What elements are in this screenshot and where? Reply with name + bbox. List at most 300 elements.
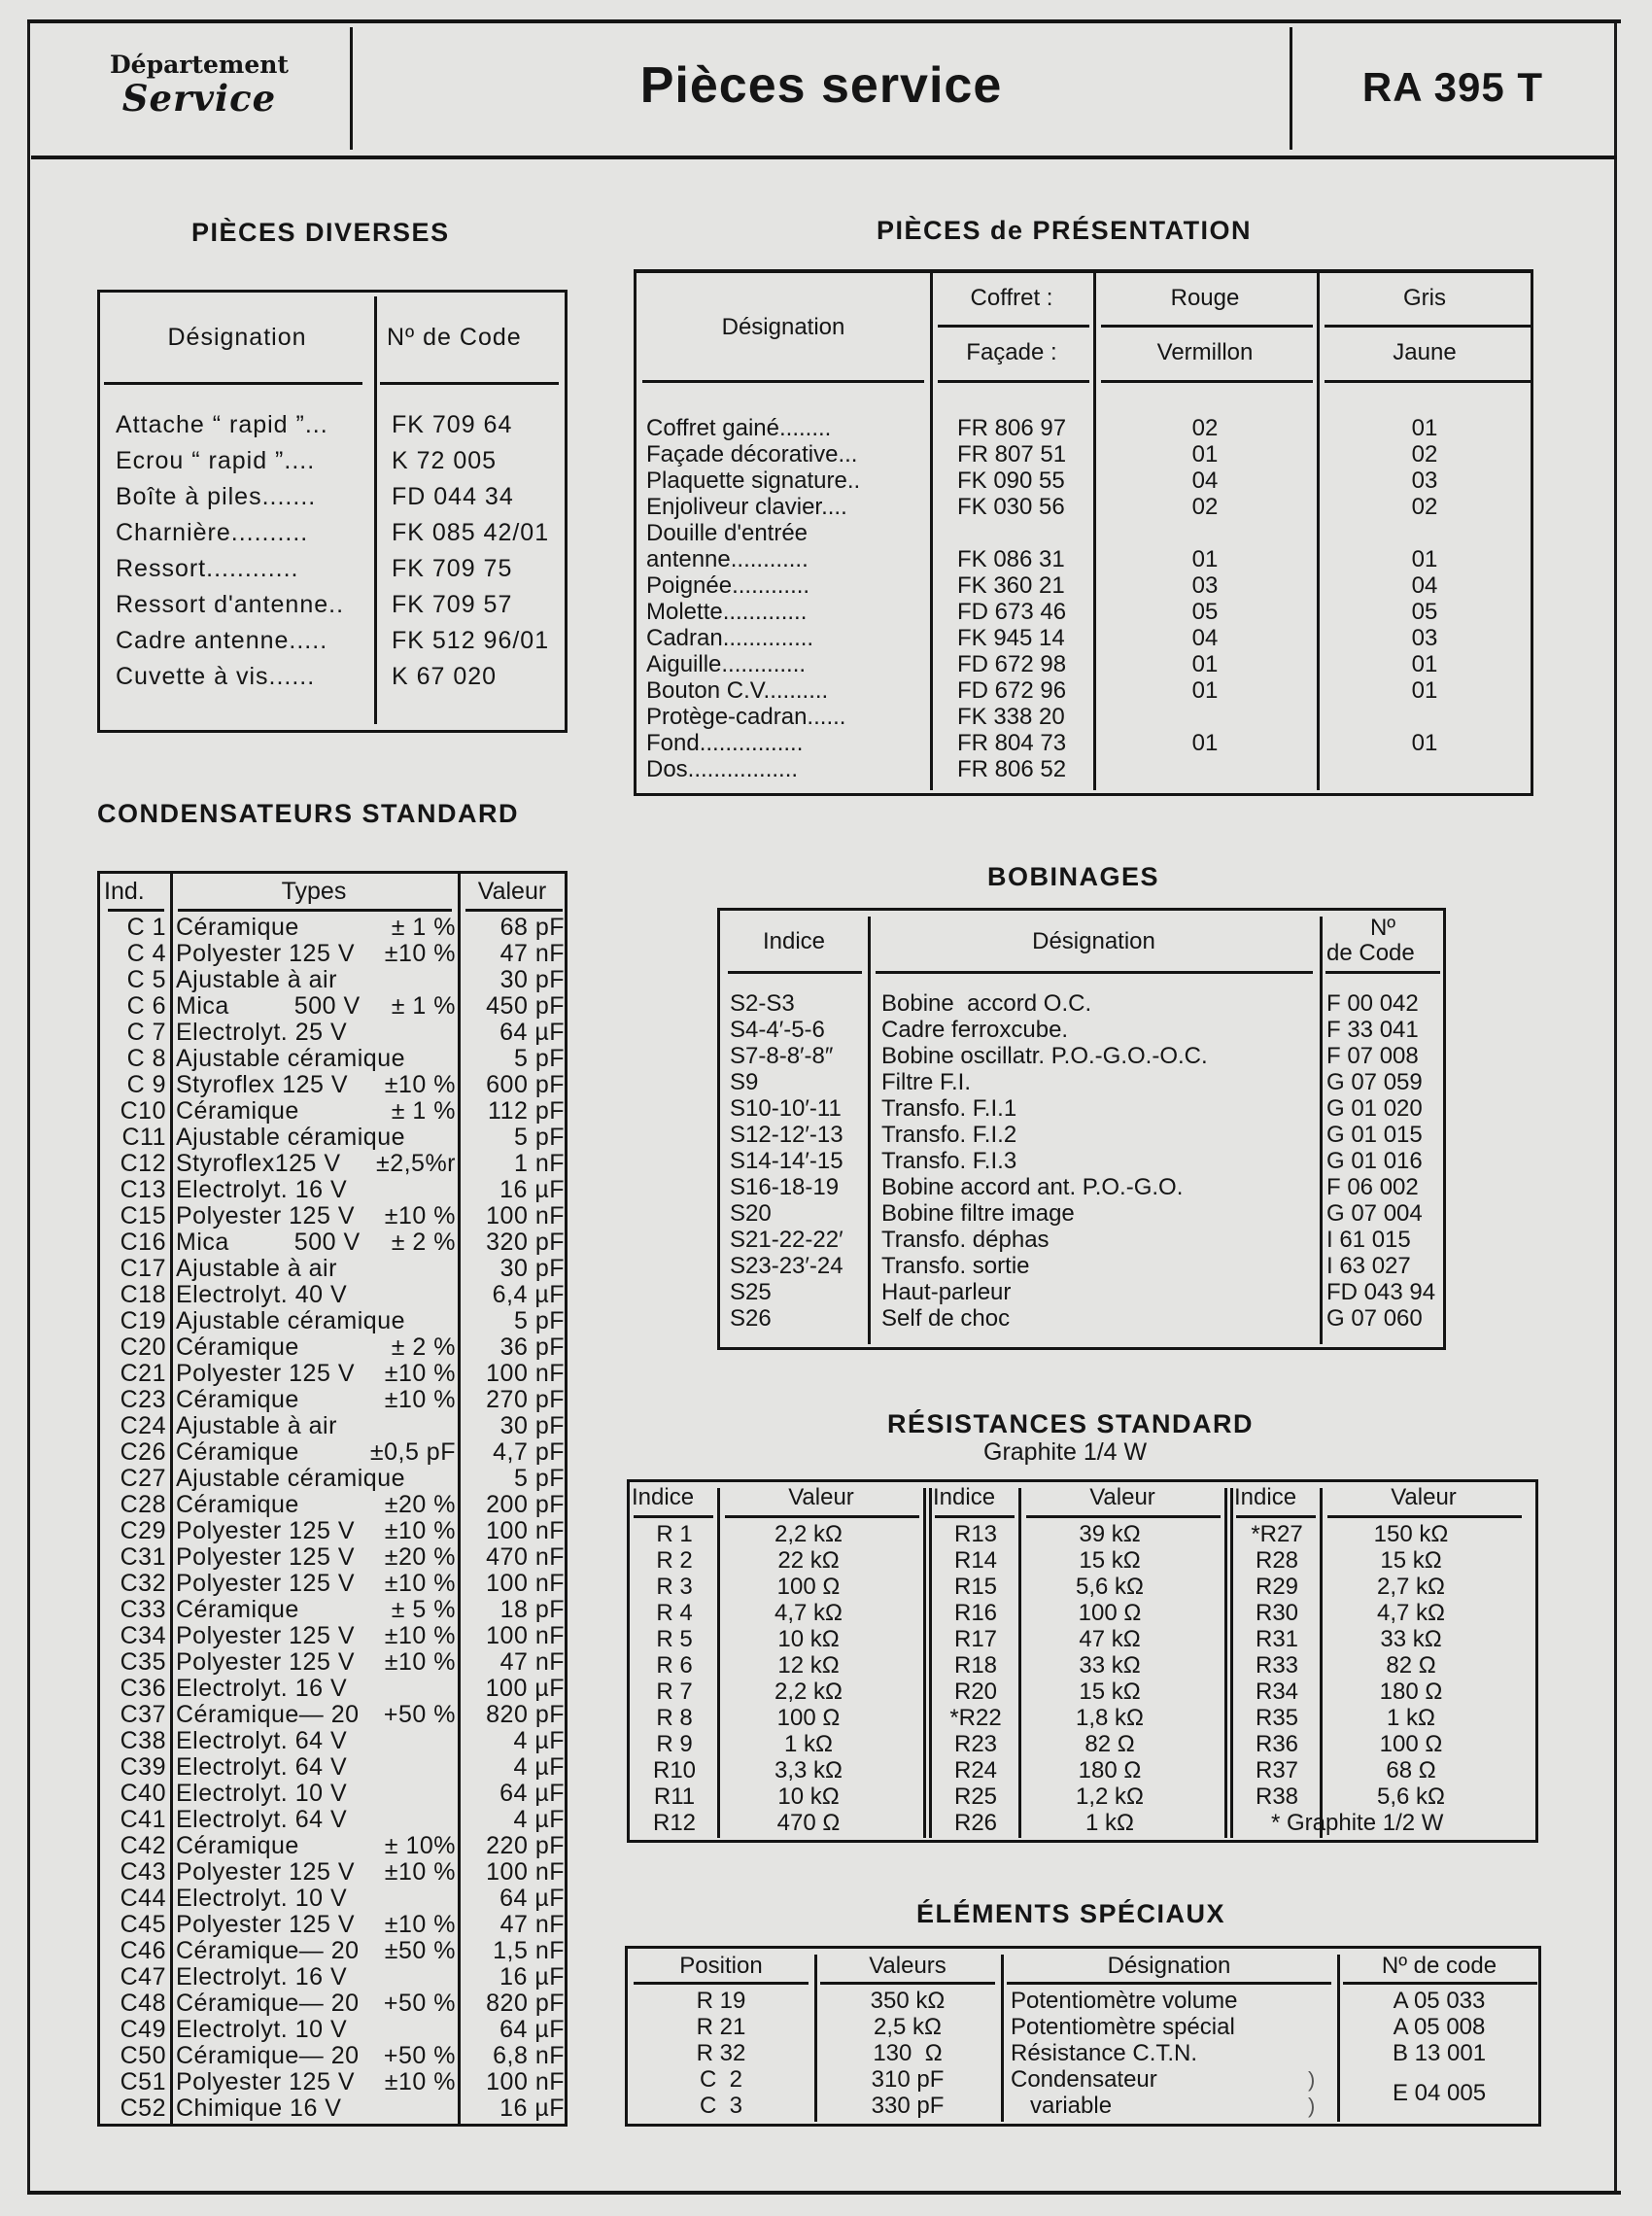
capacitor-value: 30 pF	[499, 1412, 565, 1439]
coil-code: F 07 008	[1326, 1043, 1419, 1069]
coil-code: I 63 027	[1326, 1253, 1411, 1279]
resistor-value: 180 Ω	[1078, 1757, 1142, 1783]
resistor-index: R37	[1255, 1757, 1299, 1783]
capacitor-tolerance: ± 1 %	[391, 992, 456, 1020]
column-divider	[1320, 917, 1323, 1344]
capacitor-value: 64 µF	[499, 1885, 565, 1912]
capacitor-value: 820 pF	[486, 1990, 565, 2017]
capacitor-index: C24	[120, 1412, 166, 1439]
capacitor-value: 470 nF	[486, 1543, 565, 1571]
resistor-index: R 3	[656, 1574, 693, 1600]
capacitor-type: Polyester 125 V	[176, 1202, 355, 1229]
special-value: 2,5 kΩ	[874, 2014, 942, 2040]
column-divider	[717, 1488, 720, 1838]
header-bottom-rule	[31, 156, 1617, 159]
resistor-value: 3,3 kΩ	[774, 1757, 843, 1783]
coil-index: S4-4′-5-6	[730, 1017, 825, 1043]
capacitor-tolerance: ± 2 %	[391, 1229, 456, 1256]
presentation-rouge: 03	[1191, 572, 1219, 599]
column-header-types: Types	[281, 878, 347, 905]
capacitor-type: Ajustable à air	[176, 1412, 337, 1439]
column-header-code-line1: Nº	[1369, 915, 1396, 941]
resistor-value: 1,2 kΩ	[1076, 1783, 1144, 1810]
presentation-designation: Bouton C.V..........	[646, 677, 829, 704]
capacitor-index: C18	[120, 1281, 166, 1308]
resistor-index: R 9	[656, 1731, 693, 1757]
header-rule	[1026, 1515, 1221, 1518]
coil-designation: Bobine oscillatr. P.O.-G.O.-O.C.	[881, 1043, 1208, 1069]
capacitor-index: C43	[120, 1858, 166, 1886]
capacitor-index: C12	[120, 1150, 166, 1177]
capacitor-value: 16 µF	[499, 1963, 565, 1991]
part-code: FK 512 96/01	[392, 627, 550, 654]
special-position: R 19	[696, 1988, 746, 2014]
capacitor-type: Céramique	[176, 1596, 299, 1623]
capacitor-tolerance: ±0,5 pF	[369, 1438, 456, 1466]
resistor-index: R 4	[656, 1600, 693, 1626]
coil-designation: Bobine filtre image	[881, 1200, 1075, 1227]
coil-index: S12-12′-13	[730, 1122, 843, 1148]
capacitor-value: 270 pF	[486, 1386, 565, 1413]
capacitor-value: 4,7 pF	[493, 1438, 565, 1466]
presentation-designation: Protège-cadran......	[646, 704, 846, 730]
header-rule	[642, 380, 924, 383]
capacitor-type: Chimique 16 V	[176, 2095, 342, 2122]
bobinages-table	[717, 908, 1446, 1350]
column-divider	[170, 874, 173, 2124]
header-rule	[1325, 380, 1531, 383]
presentation-rouge: 01	[1191, 677, 1219, 704]
column-divider	[868, 917, 871, 1344]
capacitor-tolerance: ±20 %	[384, 1543, 456, 1571]
resistor-value: 100 Ω	[1379, 1731, 1443, 1757]
part-designation: Charnière..........	[116, 519, 309, 546]
resistor-value: 100 Ω	[776, 1705, 841, 1731]
capacitor-type: Electrolyt. 40 V	[176, 1281, 348, 1308]
resistor-index: R 6	[656, 1652, 693, 1679]
part-code: K 72 005	[392, 447, 498, 474]
part-code: FK 709 64	[392, 411, 513, 438]
resistor-value: 180 Ω	[1379, 1679, 1443, 1705]
capacitor-type: Céramique— 20	[176, 1701, 360, 1728]
capacitor-tolerance: ±10 %	[384, 1517, 456, 1544]
resistor-index: R18	[953, 1652, 998, 1679]
header-rule	[380, 382, 559, 385]
capacitor-type: Electrolyt. 64 V	[176, 1727, 348, 1754]
resistor-value: 39 kΩ	[1079, 1521, 1141, 1547]
resistor-index: *R22	[949, 1705, 1002, 1731]
coil-code: G 07 004	[1326, 1200, 1423, 1227]
resistances-footnote: * Graphite 1/2 W	[1271, 1810, 1444, 1836]
coil-index: S20	[730, 1200, 772, 1227]
capacitor-index: C 6	[126, 992, 166, 1020]
resistor-value: 15 kΩ	[1079, 1679, 1141, 1705]
header-top-rule	[27, 19, 1621, 23]
coil-designation: Transfo. déphas	[881, 1227, 1050, 1253]
column-header-designation: Désignation	[1107, 1953, 1231, 1979]
capacitor-value: 320 pF	[486, 1229, 565, 1256]
facade-label: Façade :	[966, 339, 1057, 365]
capacitor-tolerance: +50 %	[383, 1701, 456, 1728]
presentation-code: FD 672 98	[957, 651, 1067, 677]
coil-code: F 00 042	[1326, 990, 1419, 1017]
group-divider	[1224, 1488, 1227, 1838]
presentation-gris: 03	[1411, 625, 1438, 651]
part-designation: Cuvette à vis......	[116, 663, 316, 690]
resistor-value: 33 kΩ	[1079, 1652, 1141, 1679]
special-designation: variable	[1030, 2093, 1113, 2119]
capacitor-index: C49	[120, 2016, 166, 2043]
resistor-index: R38	[1255, 1783, 1299, 1810]
header-rule	[1343, 1982, 1537, 1985]
presentation-rouge: 01	[1191, 651, 1219, 677]
capacitor-value: 47 nF	[499, 1911, 565, 1938]
elements-speciaux-table	[625, 1946, 1541, 2127]
presentation-designation: Fond................	[646, 730, 804, 756]
header-rule	[108, 909, 164, 912]
capacitor-index: C33	[120, 1596, 166, 1623]
resistances-table	[627, 1479, 1538, 1843]
capacitor-tolerance: ± 10%	[384, 1832, 456, 1859]
column-header-ind: Ind.	[104, 878, 145, 905]
resistor-index: R 7	[656, 1679, 693, 1705]
capacitor-type: Polyester 125 V	[176, 1543, 355, 1571]
capacitor-index: C 1	[126, 914, 166, 941]
capacitor-type: Electrolyt. 10 V	[176, 2016, 348, 2043]
capacitor-index: C 9	[126, 1071, 166, 1098]
group-divider	[923, 1488, 926, 1838]
coil-index: S21-22-22′	[730, 1227, 843, 1253]
capacitor-index: C15	[120, 1202, 166, 1229]
capacitor-type: Electrolyt. 10 V	[176, 1885, 348, 1912]
capacitor-value: 1 nF	[513, 1150, 565, 1177]
capacitor-index: C31	[120, 1543, 166, 1571]
capacitor-index: C13	[120, 1176, 166, 1203]
presentation-designation: Cadran..............	[646, 625, 814, 651]
resistor-index: R24	[953, 1757, 998, 1783]
capacitor-type: Ajustable céramique	[176, 1045, 406, 1072]
resistor-index: R 8	[656, 1705, 693, 1731]
resistor-index: R30	[1255, 1600, 1299, 1626]
capacitor-value: 16 µF	[499, 2095, 565, 2122]
resistor-index: R10	[652, 1757, 697, 1783]
special-code: A 05 008	[1393, 2014, 1486, 2040]
special-value: 350 kΩ	[870, 1988, 946, 2014]
capacitor-value: 220 pF	[486, 1832, 565, 1859]
column-header-designation: Désignation	[1032, 928, 1155, 954]
header-rule	[935, 1515, 1015, 1518]
pieces-presentation-table	[634, 269, 1533, 796]
coil-index: S2-S3	[730, 990, 795, 1017]
resistor-value: 470 Ω	[776, 1810, 841, 1836]
capacitor-type: Polyester 125 V	[176, 1360, 355, 1387]
capacitor-value: 4 µF	[513, 1753, 565, 1781]
pieces-diverses-table	[97, 290, 568, 733]
capacitor-index: C19	[120, 1307, 166, 1334]
capacitor-value: 820 pF	[486, 1701, 565, 1728]
capacitor-tolerance: ±20 %	[384, 1491, 456, 1518]
capacitor-tolerance: ± 2 %	[391, 1333, 456, 1361]
special-position: C 2	[699, 2066, 742, 2093]
special-code-merged: E 04 005	[1392, 2079, 1487, 2106]
capacitor-value: 4 µF	[513, 1727, 565, 1754]
coil-designation: Transfo. F.I.3	[881, 1148, 1017, 1174]
part-designation: Cadre antenne.....	[116, 627, 328, 654]
capacitor-type: Polyester 125 V	[176, 1570, 355, 1597]
resistor-index: R23	[953, 1731, 998, 1757]
resistor-value: 15 kΩ	[1380, 1547, 1442, 1574]
pieces-presentation-title: PIÈCES de PRÉSENTATION	[877, 216, 1253, 245]
column-header-indice: Indice	[933, 1484, 996, 1510]
presentation-code: FR 806 52	[957, 756, 1067, 782]
capacitor-tolerance: ±10 %	[384, 1071, 456, 1098]
resistor-index: R11	[653, 1783, 696, 1810]
capacitor-index: C 8	[126, 1045, 166, 1072]
capacitor-tolerance: ± 1 %	[391, 914, 456, 941]
resistor-index: R28	[1255, 1547, 1299, 1574]
special-position: R 32	[696, 2040, 746, 2066]
special-designation: Résistance C.T.N.	[1011, 2040, 1198, 2066]
capacitor-value: 100 µF	[485, 1675, 565, 1702]
presentation-gris: 04	[1411, 572, 1438, 599]
resistor-value: 2,2 kΩ	[774, 1679, 843, 1705]
capacitor-value: 100 nF	[486, 1360, 565, 1387]
special-position: R 21	[696, 2014, 746, 2040]
header-rule	[104, 382, 362, 385]
special-value: 330 pF	[871, 2093, 945, 2119]
capacitor-type: Electrolyt. 64 V	[176, 1753, 348, 1781]
capacitor-value: 47 nF	[499, 940, 565, 967]
capacitor-tolerance: ±10 %	[384, 1622, 456, 1649]
capacitor-index: C41	[120, 1806, 166, 1833]
resistor-value: 100 Ω	[1078, 1600, 1142, 1626]
capacitor-type: Céramique	[176, 1333, 299, 1361]
capacitor-type: Styroflex125 V	[176, 1150, 341, 1177]
header-rule	[876, 971, 1313, 974]
capacitor-type: Céramique	[176, 1097, 299, 1125]
department-label: Département	[110, 51, 289, 79]
capacitor-tolerance: ±10 %	[384, 1858, 456, 1886]
coil-designation: Transfo. F.I.2	[881, 1122, 1017, 1148]
column-header-valeur: Valeur	[1089, 1484, 1155, 1510]
capacitor-index: C47	[120, 1963, 166, 1991]
merge-bracket: )	[1308, 2094, 1316, 2118]
resistor-index: R 1	[656, 1521, 693, 1547]
capacitor-tolerance: ±10 %	[384, 1570, 456, 1597]
coil-designation: Self de choc	[881, 1305, 1011, 1332]
presentation-gris: 01	[1411, 651, 1438, 677]
service-label: Service	[121, 77, 277, 120]
resistances-subtitle: Graphite 1/4 W	[983, 1438, 1148, 1466]
presentation-designation: Plaquette signature..	[646, 467, 861, 494]
header-rule	[634, 1515, 713, 1518]
capacitor-index: C39	[120, 1753, 166, 1781]
column-header-code: Nº de Code	[387, 324, 522, 351]
coil-code: G 07 059	[1326, 1069, 1423, 1095]
resistor-index: R17	[953, 1626, 998, 1652]
department-logo	[58, 51, 340, 118]
capacitor-index: C35	[120, 1648, 166, 1676]
column-divider	[1320, 1488, 1323, 1838]
column-header-code-line2: de Code	[1326, 940, 1415, 966]
capacitor-value: 30 pF	[499, 966, 565, 993]
variant2-facade: Jaune	[1393, 339, 1457, 365]
presentation-designation: antenne............	[646, 546, 809, 572]
presentation-rouge: 04	[1191, 467, 1219, 494]
capacitor-type: Ajustable céramique	[176, 1465, 406, 1492]
presentation-code: FK 030 56	[957, 494, 1065, 520]
capacitor-type: Polyester 125 V	[176, 1648, 355, 1676]
resistor-value: 82 Ω	[1386, 1652, 1436, 1679]
coil-index: S7-8-8′-8″	[730, 1043, 834, 1069]
capacitor-tolerance: ±10 %	[384, 1911, 456, 1938]
resistor-value: 1,8 kΩ	[1076, 1705, 1144, 1731]
capacitor-value: 5 pF	[513, 1045, 565, 1072]
model-number: RA 395 T	[1361, 64, 1544, 110]
capacitor-type: Céramique— 20	[176, 2042, 360, 2069]
header-rule	[1236, 1515, 1316, 1518]
capacitor-value: 18 pF	[499, 1596, 565, 1623]
capacitor-index: C26	[120, 1438, 166, 1466]
column-header-designation: Désignation	[721, 314, 845, 340]
capacitor-tolerance: +50 %	[383, 2042, 456, 2069]
capacitor-tolerance: ± 1 %	[391, 1097, 456, 1125]
presentation-designation: Dos.................	[646, 756, 799, 782]
presentation-gris: 05	[1411, 599, 1438, 625]
capacitor-tolerance: ±10 %	[384, 1648, 456, 1676]
page-title: Pièces service	[639, 57, 1003, 114]
resistor-index: R29	[1255, 1574, 1299, 1600]
capacitor-type: Electrolyt. 25 V	[176, 1019, 348, 1046]
capacitor-index: C52	[120, 2095, 166, 2122]
presentation-designation: Molette.............	[646, 599, 808, 625]
header-rule	[728, 971, 862, 974]
capacitor-index: C10	[120, 1097, 166, 1125]
capacitor-index: C27	[120, 1465, 166, 1492]
capacitor-type: Mica 500 V	[176, 992, 361, 1020]
capacitor-type: Céramique	[176, 1386, 299, 1413]
resistor-index: R 2	[656, 1547, 693, 1574]
resistor-index: R 5	[656, 1626, 693, 1652]
group-divider	[929, 1488, 932, 1838]
coil-index: S25	[730, 1279, 772, 1305]
capacitor-type: Polyester 125 V	[176, 1622, 355, 1649]
special-code: A 05 033	[1393, 1988, 1486, 2014]
capacitor-type: Polyester 125 V	[176, 2068, 355, 2095]
capacitor-type: Mica 500 V	[176, 1229, 361, 1256]
presentation-designation: Façade décorative...	[646, 441, 858, 467]
capacitor-type: Ajustable céramique	[176, 1307, 406, 1334]
part-designation: Ressort............	[116, 555, 299, 582]
special-value: 130 Ω	[873, 2040, 943, 2066]
coil-code: G 01 020	[1326, 1095, 1423, 1122]
capacitor-value: 5 pF	[513, 1307, 565, 1334]
presentation-gris: 02	[1411, 441, 1438, 467]
capacitor-value: 5 pF	[513, 1124, 565, 1151]
capacitor-type: Ajustable à air	[176, 1255, 337, 1282]
resistor-value: 10 kΩ	[777, 1626, 840, 1652]
capacitor-type: Polyester 125 V	[176, 940, 355, 967]
part-code: FD 044 34	[392, 483, 514, 510]
presentation-code: FR 806 97	[957, 415, 1067, 441]
coil-designation: Transfo. sortie	[881, 1253, 1030, 1279]
part-code: FK 709 75	[392, 555, 513, 582]
capacitor-tolerance: ±10 %	[384, 940, 456, 967]
resistor-index: *R27	[1251, 1521, 1303, 1547]
header-rule	[725, 1515, 919, 1518]
capacitor-value: 100 nF	[486, 1202, 565, 1229]
capacitor-index: C23	[120, 1386, 166, 1413]
resistor-index: R33	[1255, 1652, 1299, 1679]
header-rule	[1007, 1982, 1331, 1985]
presentation-code: FK 086 31	[957, 546, 1065, 572]
capacitor-index: C32	[120, 1570, 166, 1597]
presentation-code: FK 945 14	[957, 625, 1065, 651]
condensateurs-table	[97, 871, 568, 2127]
header-divider-left	[350, 27, 353, 150]
capacitor-value: 47 nF	[499, 1648, 565, 1676]
resistor-index: R20	[953, 1679, 998, 1705]
coil-code: F 33 041	[1326, 1017, 1419, 1043]
capacitor-value: 64 µF	[499, 1780, 565, 1807]
resistor-value: 1 kΩ	[1387, 1705, 1435, 1731]
capacitor-value: 68 pF	[499, 914, 565, 941]
capacitor-value: 100 nF	[486, 1858, 565, 1886]
presentation-gris: 01	[1411, 415, 1438, 441]
special-code: B 13 001	[1392, 2040, 1487, 2066]
header-rule	[178, 909, 452, 912]
capacitor-index: C20	[120, 1333, 166, 1361]
column-header-valeurs: Valeurs	[869, 1953, 946, 1979]
presentation-rouge: 01	[1191, 546, 1219, 572]
capacitor-tolerance: ±10 %	[384, 1386, 456, 1413]
capacitor-type: Electrolyt. 10 V	[176, 1780, 348, 1807]
presentation-rouge: 04	[1191, 625, 1219, 651]
coil-code: FD 043 94	[1326, 1279, 1436, 1305]
presentation-designation: Aiguille.............	[646, 651, 807, 677]
capacitor-tolerance: ±10 %	[384, 1360, 456, 1387]
capacitor-value: 30 pF	[499, 1255, 565, 1282]
resistor-index: R12	[652, 1810, 697, 1836]
capacitor-value: 100 nF	[486, 1622, 565, 1649]
page-bottom-rule	[27, 2191, 1621, 2195]
capacitor-index: C37	[120, 1701, 166, 1728]
pieces-diverses-title: PIÈCES DIVERSES	[191, 218, 450, 247]
coil-designation: Cadre ferroxcube.	[881, 1017, 1069, 1043]
column-divider	[374, 296, 377, 724]
capacitor-value: 1,5 nF	[493, 1937, 565, 1964]
capacitor-tolerance: ±2,5%r	[375, 1150, 456, 1177]
presentation-rouge: 02	[1191, 415, 1219, 441]
presentation-designation: Enjoliveur clavier....	[646, 494, 847, 520]
capacitor-type: Electrolyt. 16 V	[176, 1176, 348, 1203]
presentation-code: FK 338 20	[957, 704, 1065, 730]
special-designation: Potentiomètre spécial	[1011, 2014, 1235, 2040]
coil-code: G 01 016	[1326, 1148, 1423, 1174]
capacitor-type: Electrolyt. 64 V	[176, 1806, 348, 1833]
resistor-index: R35	[1255, 1705, 1299, 1731]
coil-index: S14-14′-15	[730, 1148, 843, 1174]
column-header-valeur: Valeur	[477, 878, 547, 905]
capacitor-index: C38	[120, 1727, 166, 1754]
special-value: 310 pF	[871, 2066, 945, 2093]
header-rule	[938, 380, 1089, 383]
capacitor-value: 100 nF	[486, 2068, 565, 2095]
capacitor-tolerance: ±10 %	[384, 2068, 456, 2095]
presentation-designation: Douille d'entrée	[646, 520, 809, 546]
capacitor-type: Céramique— 20	[176, 1990, 360, 2017]
resistor-index: R15	[953, 1574, 998, 1600]
